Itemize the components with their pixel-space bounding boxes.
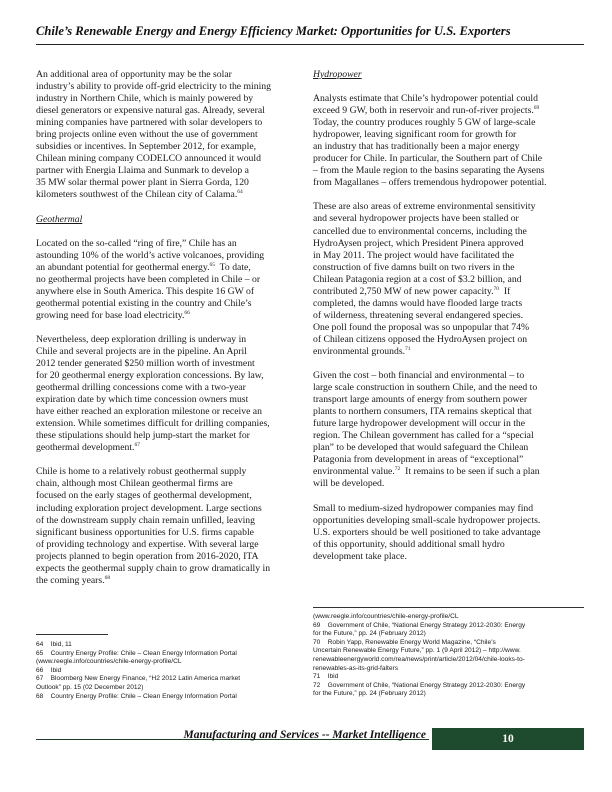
text-line: region. The Chilean government has called for a “special [313,430,534,442]
footnote-ref-70: 70 [493,285,500,292]
geothermal-intro-paragraph [36,238,300,322]
footnote-ref-65: 65 [209,261,216,268]
text-line: completed, the damns would have flooded large tracts [313,297,523,309]
text-line: extension. While sometimes difficult for drilling companies, [36,418,270,430]
section-heading-hydropower: Hydropower [313,69,362,80]
text-fragment: If [499,285,511,297]
text-line: Small to medium-sized hydropower companies may find [313,502,534,514]
text-line [313,466,577,478]
text-line: plan” to be developed that would safeguard the Chilean [313,442,529,454]
text-line: Patagonia from development in areas of “exceptional” [313,454,524,466]
footnote-line: Uncertain Renewable Energy Future,” pp. 1 (9 April 2012) – http://www. [313,647,521,655]
text-line: development take place. [313,550,407,562]
footnote-ref-72: 72 [394,466,401,473]
text-line: no geothermal projects have been completed in Chile – or [36,273,261,285]
text-line: astounding 10% of the world’s active volcanoes, providing [36,249,265,261]
text-line: chain, although most Chilean geothermal firms are [36,478,233,490]
text-line [36,442,300,454]
text-line: U.S. exporters should be well positioned to take advantage [313,526,541,538]
footnote-line: 72 Government of Chile, “National Energy Strategy 2012-2030: Energy [313,681,526,689]
footnotes-right [313,613,585,699]
text-line: for 20 geothermal energy exploration concessions. By law, [36,370,264,382]
text-line: Located on the so-called “ring of fire,” Chile has an [36,237,237,249]
text-line: 35 MW solar thermal power plant in Sierra Gorda, 120 [36,177,249,189]
footnote-ref-71: 71 [405,345,411,352]
text-line: large scale construction in southern Chile, and the need to [313,382,538,394]
text-line: expects the geothermal supply chain to grow dramatically in [36,562,271,574]
text-line: of the downstream supply chain remain unfilled, leaving [36,514,255,526]
text-line: opportunities developing small-scale hydropower projects. [313,514,541,526]
text-line: and several hydropower projects have been stalled or [313,213,519,225]
page-number: 10 [502,733,514,745]
text-line: hydropower, leaving significant room for growth for [313,129,517,141]
footnote-ref-66: 66 [184,309,190,316]
text-fragment: To date, [215,261,251,273]
footnote-ref-64: 64 [237,189,243,196]
page-number-box [432,728,584,750]
text-line: significant business opportunities for U.S. firms capable [36,526,254,538]
text-line: expiration date by which time concession owners must [36,394,249,406]
text-fragment: growing need for base load electricity. [36,309,185,321]
text-fragment: contributed 2,750 MW of new power capacity. [313,285,494,297]
text-line: Today, the country produces roughly 5 GW of large-scale [313,117,536,129]
text-line: mining companies have partnered with solar developers to [36,117,263,129]
text-line [36,189,300,201]
text-line: construction of five damns built on two rivers in the [313,261,515,273]
text-line: 2012 tender generated $250 million worth of investment [36,357,255,369]
footnote-line: 65 Country Energy Profile: Chile – Clean Energy Information Portal [36,649,237,657]
text-line: plants to northern consumers, ITA remains skeptical that [313,406,532,418]
text-line [313,286,577,298]
text-line: cancelled due to environmental concerns, including the [313,225,527,237]
text-line: Nevertheless, deep exploration drilling is underway in [36,333,247,345]
text-line: These are also areas of extreme environmental sensitivity [313,201,536,213]
footnote-line: (www.reegle.info/countries/chile-energy-profile/CL [313,613,459,620]
hydro-potential-paragraph [313,93,577,189]
supply-chain-paragraph [36,466,300,586]
text-line: an industry that has traditionally been a major energy [313,141,520,153]
footnote-line: for the Future,” pp. 24 (February 2012) [313,630,426,638]
text-line: these stipulations should help jump-start the market for [36,430,250,442]
footnote-line: 67 Bloomberg New Energy Finance, “H2 2012 Latin America market [36,675,241,683]
text-line: – from the Maule region to the basins separating the Aysens [313,165,545,177]
text-line: industry’s ability to provide off-grid electricity to the mining [36,81,271,93]
footnote-line: 68 Country Energy Profile: Chile – Clean Energy Information Portal [36,692,237,700]
text-line: producer for Chile. In particular, the Southern part of Chile [313,153,543,165]
footnote-line: 64 Ibid, 11 [36,641,72,648]
text-line: One poll found the proposal was so unpopular that 74% [313,321,530,333]
text-fragment: kilometers southwest of the Chilean city of Calama. [36,189,238,201]
text-line [313,346,577,358]
text-line: in May 2011. The project would have facilitated the [313,249,514,261]
text-fragment: exceed 9 GW, both in reservoir and run-of-river projects. [313,105,534,117]
text-fragment: environmental grounds. [313,345,406,357]
footnote-ref-67: 67 [134,442,140,449]
right-column [313,69,577,575]
footnotes-left [36,641,302,701]
text-line: partner with Energia Llaima and Sunmark to develop a [36,165,249,177]
footnote-rule-right [313,607,584,608]
running-header: Chile’s Renewable Energy and Energy Efficiency Market: Opportunities for U.S. Exporters [36,24,511,38]
text-line: will be developed. [313,478,385,490]
running-footer: Manufacturing and Services -- Market Intelligence [183,729,426,741]
text-line: of Chilean citizens opposed the HydroAysen project on [313,333,528,345]
text-line: Given the cost – both financial and environmental – to [313,370,525,382]
footnote-ref-69: 69 [533,104,540,111]
text-line: of providing technology and expertise. With several large [36,538,259,550]
footnote-line: (www.reegle.info/countries/chile-energy-profile/CL [36,658,182,666]
text-line: anywhere else in South America. This despite 16 GW of [36,285,255,297]
footnote-line: 71 Ibid [313,673,339,681]
footnote-line: renewableenergyworld.com/rea/news/print/article/2012/04/chile-looks-to- [313,655,525,663]
text-fragment: It remains to be seen if such a plan [400,466,540,478]
text-line: focused on the early stages of geothermal development, [36,490,252,502]
footnote-line: 69 Government of Chile, “National Energy Strategy 2012-2030: Energy [313,621,526,629]
small-hydro-paragraph [313,503,577,563]
text-line: bring projects online even without the use of government [36,129,258,141]
text-line: diesel generators or expensive natural gas. Already, several [36,105,265,117]
text-line: projects planned to begin operation from 2016-2020, ITA [36,550,259,562]
text-line: of wilderness, threatening several endangered species. [313,309,524,321]
text-fragment: an abundant potential for geothermal energy. [36,261,210,273]
text-line: from Magallanes – offers tremendous hydropower potential. [313,177,547,189]
footnote-line: 66 Ibid [36,666,62,674]
text-line: transport large amounts of energy from southern power [313,394,528,406]
text-line: of this opportunity, should additional small hydro [313,538,505,550]
drilling-paragraph [36,334,300,454]
text-fragment: geothermal development. [36,442,135,454]
text-line: Chile is home to a relatively robust geothermal supply [36,466,247,478]
header-rule [36,44,584,45]
footnote-rule-left [36,634,108,635]
text-line: including exploration project development. Large sections [36,502,262,514]
text-line: geothermal potential existing in the country and Chile’s [36,297,252,309]
text-line: Chilean Patagonia region at a cost of $3.2 billion, and [313,273,522,285]
text-line [36,575,300,587]
text-line: subsidies or incentives. In September 2012, for example, [36,141,257,153]
text-line: HydroAysen project, which President Pinera approved [313,237,524,249]
solar-offgrid-paragraph [36,69,300,202]
text-line: Analysts estimate that Chile’s hydropower potential could [313,93,538,105]
footnote-line: 70 Robin Yapp, Renewable Energy World Magazine, “Chile’s [313,638,496,646]
text-line: future large hydropower development will occur in the [313,418,526,430]
footnote-line: Outlook” pp. 15 (02 December 2012) [36,683,144,691]
footnote-line: for the Future,” pp. 24 (February 2012) [313,690,426,698]
footnote-ref-68: 68 [104,574,111,581]
text-line: geothermal drilling concessions come with a two-year [36,382,246,394]
text-fragment: the coming years. [36,574,105,586]
text-line: have either reached an exploration milestone or receive an [36,406,262,418]
text-line [313,105,577,117]
cost-paragraph [313,370,577,490]
text-line [36,262,300,274]
footnote-line: renewables-as-its-grid-falters [313,664,399,672]
section-heading-geothermal: Geothermal [36,213,83,225]
text-line: Chile and several projects are in the pipeline. An April [36,345,247,357]
left-column [36,69,300,599]
text-line: An additional area of opportunity may be the solar [36,69,232,80]
text-line: Chilean mining company CODELCO announced it would [36,153,261,165]
text-line [36,310,300,322]
text-line: industry in Northern Chile, which is mainly powered by [36,93,254,105]
hydroaysen-paragraph [313,201,577,358]
text-fragment: environmental value. [313,466,395,478]
